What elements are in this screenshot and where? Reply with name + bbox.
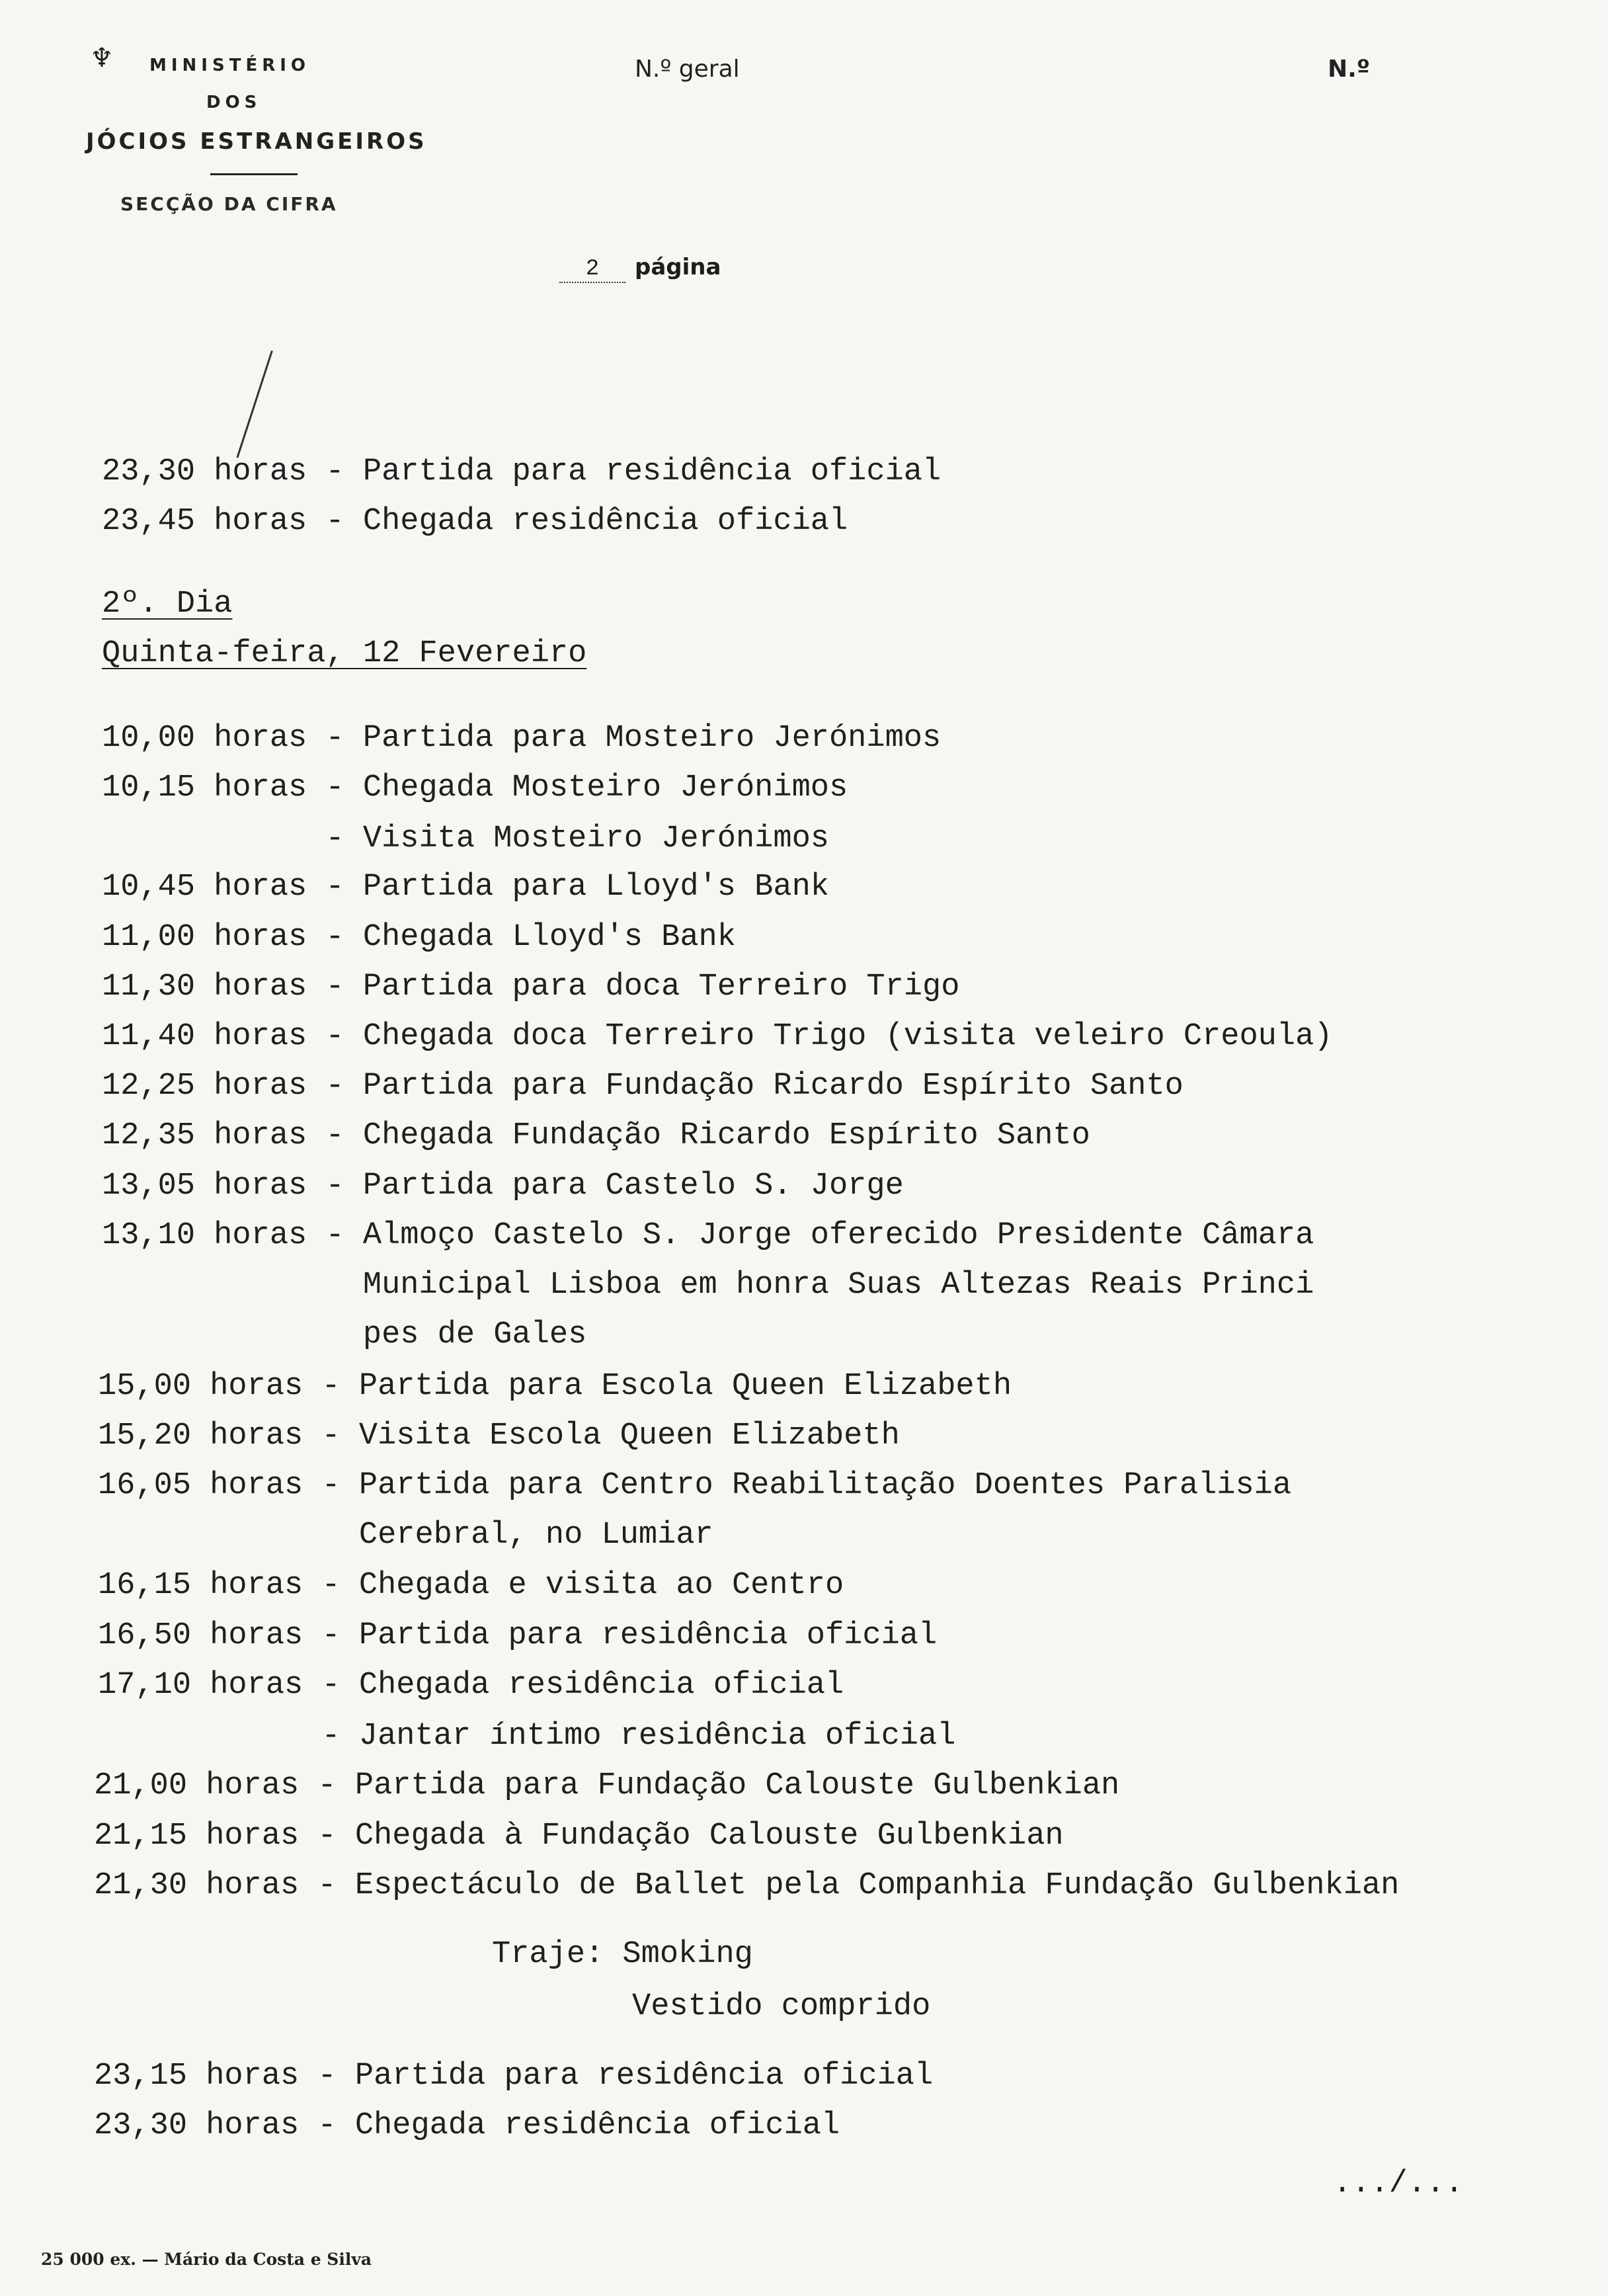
schedule-line: 11,00 horas - Chegada Lloyd's Bank [102,920,736,955]
n-geral-label: N.º geral [635,56,740,83]
n-number-label: N.º [1328,56,1371,83]
schedule-line: 16,50 horas - Partida para residência oficial [98,1618,938,1653]
schedule-line: 23,30 horas - Chegada residência oficial [94,2108,840,2143]
emblem-icon: ♆ [90,42,114,73]
schedule-line: 10,45 horas - Partida para Lloyd's Bank [102,870,829,905]
schedule-line: 10,15 horas - Chegada Mosteiro Jerónimos [102,770,848,805]
page-number: 2 [559,257,625,283]
schedule-line: 21,30 horas - Espectáculo de Ballet pela Companhia Fundação Gulbenkian [94,1868,1400,1903]
schedule-line: - Jantar íntimo residência oficial [98,1719,956,1754]
schedule-line: - Visita Mosteiro Jerónimos [102,821,829,856]
schedule-line: 15,00 horas - Partida para Escola Queen Elizabeth [98,1369,1012,1404]
schedule-line: 10,00 horas - Partida para Mosteiro Jerónimos [102,721,942,756]
schedule-line: 12,25 horas - Partida para Fundação Ricardo Espírito Santo [102,1069,1184,1104]
schedule-line: Cerebral, no Lumiar [98,1518,713,1553]
schedule-line: 13,10 horas - Almoço Castelo S. Jorge oferecido Presidente Câmara [102,1218,1314,1253]
ministry-line-2: DOS [206,93,262,112]
schedule-line: 16,05 horas - Partida para Centro Reabilitação Doentes Paralisia [98,1468,1292,1503]
dress-code-line: Traje: Smoking [492,1937,753,1972]
date-heading: Quinta-feira, 12 Fevereiro [102,636,587,671]
schedule-line: 17,10 horas - Chegada residência oficial [98,1668,844,1703]
page-label: página [635,254,721,280]
schedule-line: 15,20 horas - Visita Escola Queen Elizabeth [98,1418,900,1454]
schedule-line: 16,15 horas - Chegada e visita ao Centro [98,1568,844,1603]
section-name: SECÇÃO DA CIFRA [120,193,338,215]
schedule-line: 23,30 horas - Partida para residência oficial [102,454,942,489]
ministry-line-1: MINISTÉRIO [149,56,310,75]
schedule-line: pes de Gales [102,1317,587,1352]
day-heading: 2º. Dia [102,587,233,622]
pen-stroke [236,350,272,458]
schedule-line: 13,05 horas - Partida para Castelo S. Jorge [102,1168,904,1204]
continuation-mark: .../... [1333,2166,1464,2201]
schedule-line: 21,15 horas - Chegada à Fundação Calouste Gulbenkian [94,1819,1064,1854]
page-indicator [559,254,721,283]
dress-code-line: Vestido comprido [632,1989,931,2024]
letterhead-rule [210,173,298,175]
ministry-line-3: JÓCIOS ESTRANGEIROS [86,128,427,155]
schedule-line: 23,45 horas - Chegada residência oficial [102,504,848,539]
schedule-line: 21,00 horas - Partida para Fundação Calouste Gulbenkian [94,1768,1120,1803]
schedule-line: 11,40 horas - Chegada doca Terreiro Trigo (visita veleiro Creoula) [102,1019,1333,1054]
printer-footer: 25 000 ex. — Mário da Costa e Silva [41,2250,372,2269]
schedule-line: 11,30 horas - Partida para doca Terreiro Trigo [102,969,960,1004]
schedule-line: 23,15 horas - Partida para residência oficial [94,2059,934,2094]
schedule-line: 12,35 horas - Chegada Fundação Ricardo Espírito Santo [102,1118,1090,1153]
schedule-line: Municipal Lisboa em honra Suas Altezas Reais Princi [102,1268,1314,1303]
